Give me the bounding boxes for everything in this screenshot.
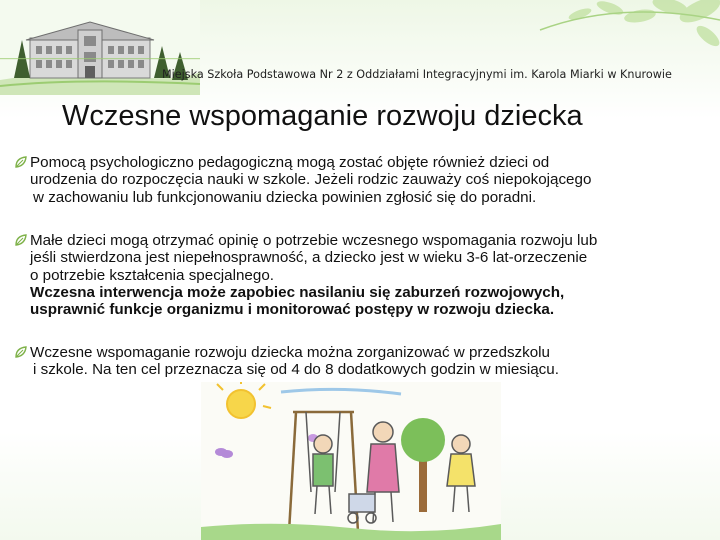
bullet-3-line-1: Wczesne wspomaganie rozwoju dziecka można zorganizować w przedszkolu <box>30 344 550 361</box>
bullet-1-line-2: urodzenia do rozpoczęcia nauki w szkole. Jeżeli rodzic zauważy coś niepokojącego <box>30 171 592 189</box>
bullet-2-line-3: o potrzebie kształcenia specjalnego. <box>30 266 274 284</box>
child-drawing-image <box>201 382 501 540</box>
bullet-3 <box>14 344 714 379</box>
bullet-2-bold-line-1: Wczesna interwencja może zapobiec nasilaniu się zaburzeń rozwojowych, <box>30 283 565 301</box>
header-band <box>0 0 720 95</box>
bullet-3-line-2: i szkole. Na ten cel przeznacza się od 4 do 8 dodatkowych godzin w miesiącu. <box>33 361 559 379</box>
leaf-bullet-icon <box>14 233 28 247</box>
bullet-1-line-1: Pomocą psychologiczno pedagogiczną mogą zostać objęte również dzieci od <box>30 154 550 171</box>
bullet-2-bold-line-2: usprawnić funkcje organizmu i monitorować postępy w rozwoju dziecka. <box>30 301 555 319</box>
school-name: Miejska Szkoła Podstawowa Nr 2 z Oddziałami Integracyjnymi im. Karola Miarki w Knurowie <box>162 68 672 81</box>
bullet-2-line-2: jeśli stwierdzona jest niepełnosprawność, a dziecko jest w wieku 3-6 lat-orzeczenie <box>30 249 588 267</box>
leaf-bullet-icon <box>14 345 28 359</box>
bullet-2 <box>14 232 714 318</box>
bullet-1-line-3: w zachowaniu lub funkcjonowaniu dziecka powinien zgłosić się do poradni. <box>33 188 537 206</box>
slide-title: Wczesne wspomaganie rozwoju dziecka <box>62 100 583 132</box>
bullet-2-line-1: Małe dzieci mogą otrzymać opinię o potrzebie wczesnego wspomagania rozwoju lub <box>30 232 598 249</box>
leaf-bullet-icon <box>14 155 28 169</box>
corner-leaves-decoration <box>500 0 720 70</box>
bullet-1 <box>14 154 714 206</box>
